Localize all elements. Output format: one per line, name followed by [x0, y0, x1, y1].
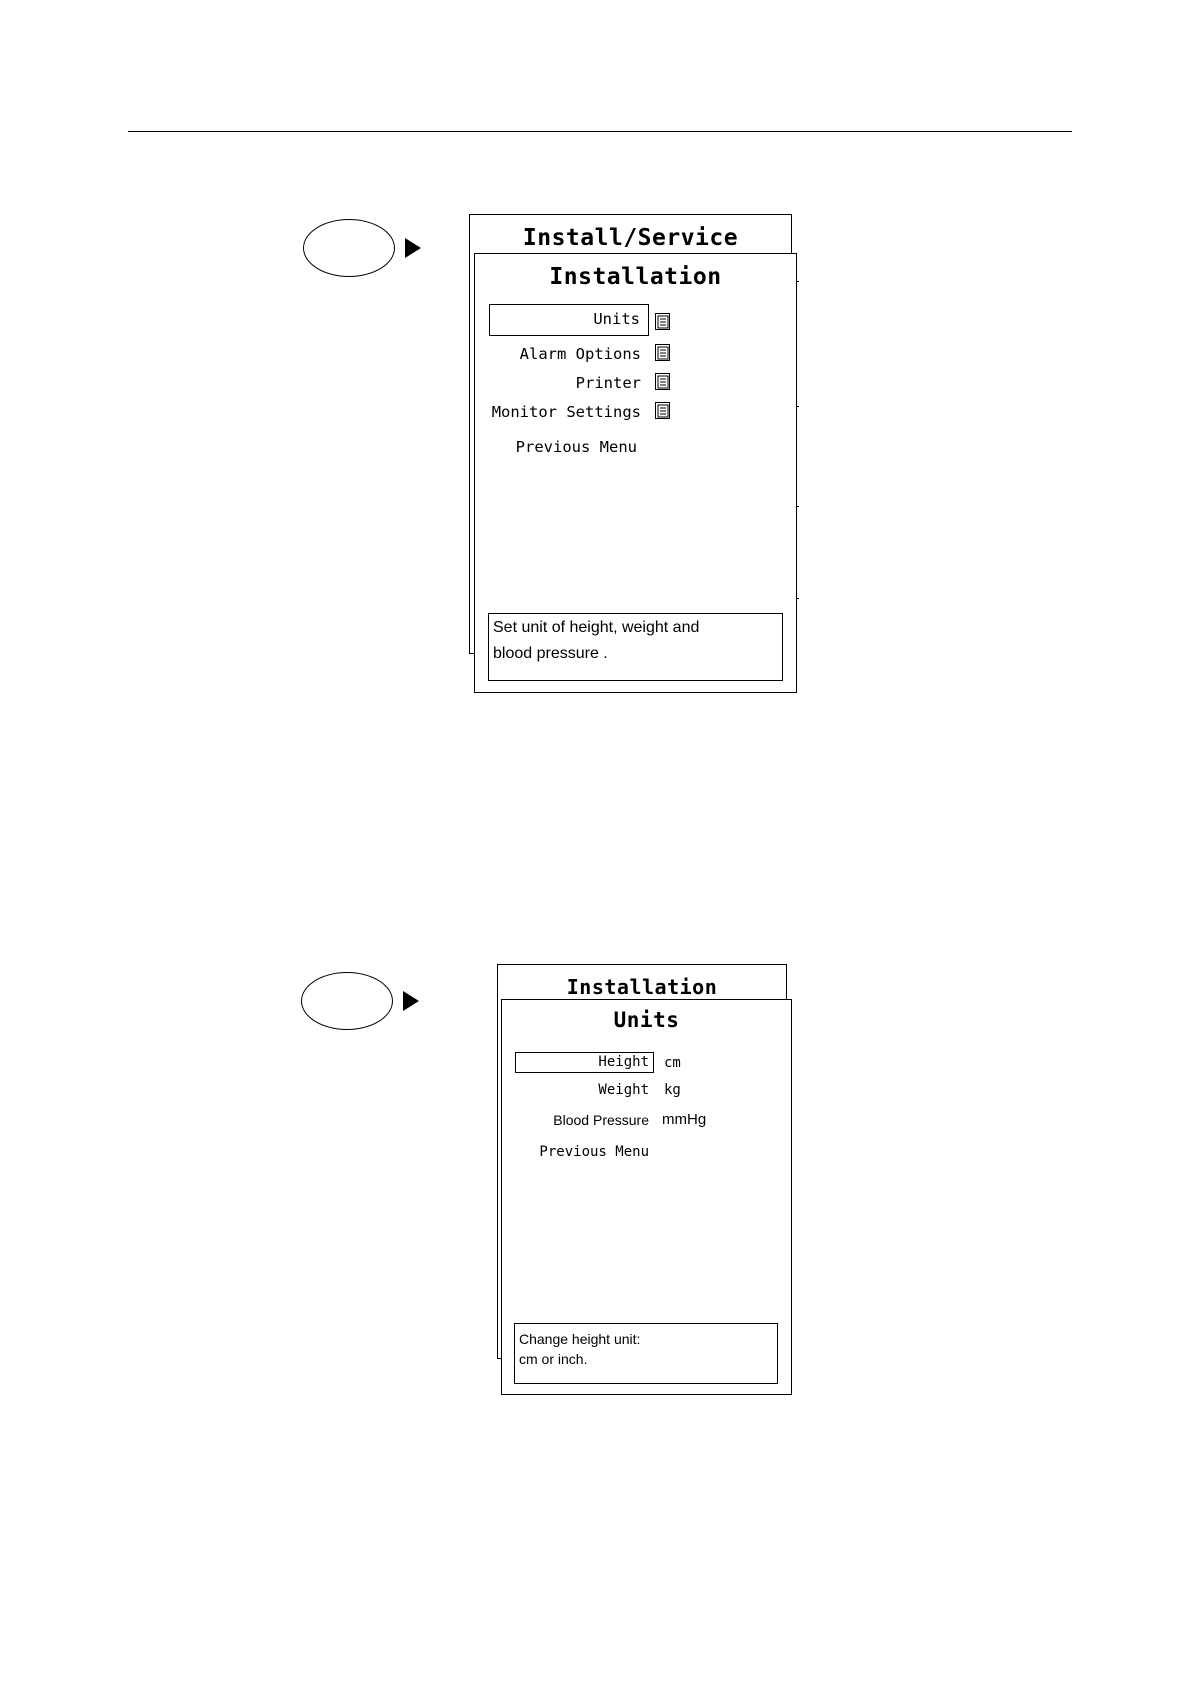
units-menu — [501, 999, 792, 1395]
blood-pressure-unit-value: mmHg — [662, 1111, 707, 1128]
submenu-icon — [655, 373, 670, 390]
weight-unit-value: kg — [664, 1082, 681, 1098]
submenu-icon — [655, 402, 670, 419]
menu-title: Install/Service — [522, 225, 739, 251]
help-text-box — [488, 613, 783, 681]
menu-item-printer[interactable]: Printer — [575, 374, 641, 392]
help-line: cm or inch. — [519, 1351, 588, 1367]
header-rule — [128, 131, 1072, 132]
installation-menu — [474, 253, 797, 693]
menu-item-units[interactable]: Units — [489, 304, 649, 336]
menu-title: Units — [613, 1008, 680, 1032]
menu-item-previous-menu[interactable]: Previous Menu — [515, 438, 637, 456]
menu-item-previous-menu[interactable]: Previous Menu — [539, 1144, 649, 1160]
rotary-knob-icon — [301, 972, 393, 1030]
rotary-knob-icon — [303, 219, 395, 277]
menu-item-monitor-settings[interactable]: Monitor Settings — [491, 403, 641, 421]
arrow-right-icon — [403, 991, 419, 1011]
menu-item-blood-pressure[interactable]: Blood Pressure — [553, 1112, 649, 1128]
menu-title: Installation — [566, 975, 718, 999]
menu-item-weight[interactable]: Weight — [598, 1082, 649, 1098]
height-unit-value: cm — [664, 1055, 681, 1071]
submenu-icon — [655, 344, 670, 361]
arrow-right-icon — [405, 238, 421, 258]
menu-item-height[interactable]: Height — [515, 1052, 654, 1073]
menu-item-alarm-options[interactable]: Alarm Options — [519, 345, 641, 363]
help-line: blood pressure . — [493, 645, 608, 662]
submenu-icon — [655, 313, 670, 330]
menu-title: Installation — [549, 264, 722, 290]
help-text-box — [514, 1323, 778, 1384]
help-line: Change height unit: — [519, 1331, 641, 1347]
help-line: Set unit of height, weight and — [493, 619, 700, 636]
